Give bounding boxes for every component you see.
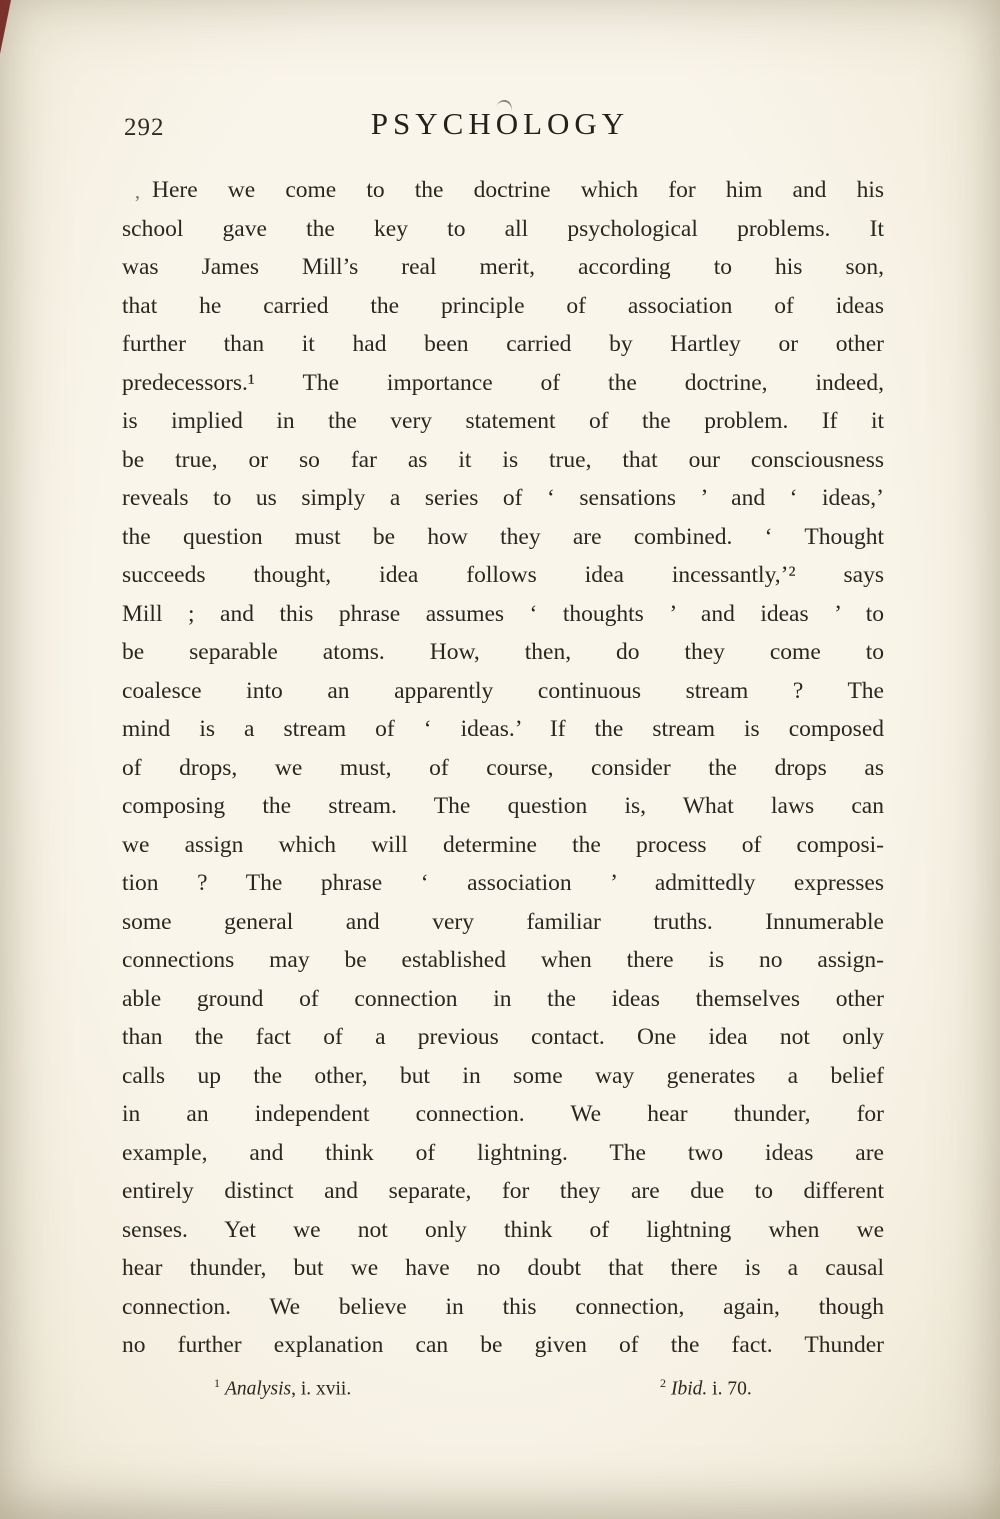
text-line: Mill ; and this phrase assumes ‘ thoughts ’ and ideas ’ to bbox=[122, 600, 884, 627]
text-line: was James Mill’s real merit, according to his son, bbox=[122, 254, 884, 280]
footnote-2-title: Ibid. bbox=[671, 1378, 708, 1400]
text-line: Here we come to the doctrine which for him and his bbox=[152, 177, 884, 203]
text-line: some general and very familiar truths. Innumerable bbox=[122, 908, 884, 935]
text-line: that he carried the principle of association of ideas bbox=[122, 292, 884, 319]
footnote-2-marker: 2 bbox=[660, 1376, 666, 1390]
footnotes bbox=[122, 1376, 884, 1412]
text-line: connection. We believe in this connection, again, though bbox=[122, 1293, 884, 1320]
text-line: predecessors.¹ The importance of the doctrine, indeed, bbox=[122, 369, 884, 396]
text-line: connections may be established when there is no assign- bbox=[122, 947, 884, 973]
footnote-1-marker: 1 bbox=[214, 1376, 220, 1390]
scan-corner-artifact bbox=[0, 0, 11, 54]
print-artifact-mark: ‚ bbox=[134, 181, 141, 203]
text-line: be separable atoms. How, then, do they come to bbox=[122, 639, 884, 665]
text-line: be true, or so far as it is true, that our consciousness bbox=[122, 446, 884, 473]
text-line: coalesce into an apparently continuous stream ? The bbox=[122, 677, 884, 704]
footnote-1-title: Analysis bbox=[225, 1378, 292, 1400]
text-line: is implied in the very statement of the problem. If it bbox=[122, 408, 884, 434]
text-line: of drops, we must, of course, consider the drops as bbox=[122, 754, 884, 781]
text-line: further than it had been carried by Hartley or other bbox=[122, 331, 884, 357]
footnote-2-ref: i. 70. bbox=[707, 1378, 752, 1400]
text-line: in an independent connection. We hear thunder, for bbox=[122, 1101, 884, 1127]
text-line: composing the stream. The question is, What laws can bbox=[122, 793, 884, 819]
text-line: able ground of connection in the ideas themselves other bbox=[122, 985, 884, 1012]
running-header: PSYCHOLOGY bbox=[370, 106, 630, 141]
footnote-1-ref: , i. xvii. bbox=[291, 1378, 352, 1400]
text-line: senses. Yet we not only think of lightning when we bbox=[122, 1216, 884, 1243]
body-text bbox=[122, 171, 884, 1365]
text-line: succeeds thought, idea follows idea incessantly,’² says bbox=[122, 562, 884, 588]
text-line: reveals to us simply a series of ‘ sensations ’ and ‘ ideas,’ bbox=[122, 485, 884, 511]
text-line: hear thunder, but we have no doubt that there is a causal bbox=[122, 1255, 884, 1281]
text-line: tion ? The phrase ‘ association ’ admittedly expresses bbox=[122, 870, 884, 896]
text-line: calls up the other, but in some way generates a belief bbox=[122, 1062, 884, 1089]
text-line: mind is a stream of ‘ ideas.’ If the stream is composed bbox=[122, 716, 884, 742]
text-line: the question must be how they are combined. ‘ Thought bbox=[122, 523, 884, 550]
page-number: 292 bbox=[124, 114, 165, 141]
text-line: no further explanation can be given of the fact. Thunder bbox=[122, 1332, 884, 1358]
text-line: than the fact of a previous contact. One idea not only bbox=[122, 1024, 884, 1050]
text-line: entirely distinct and separate, for they are due to different bbox=[122, 1178, 884, 1204]
text-line: example, and think of lightning. The two ideas are bbox=[122, 1139, 884, 1166]
text-line: school gave the key to all psychological problems. It bbox=[122, 215, 884, 242]
footnote-2 bbox=[660, 1376, 752, 1401]
footnote-1 bbox=[214, 1376, 351, 1401]
text-line: we assign which will determine the process of composi- bbox=[122, 831, 884, 858]
